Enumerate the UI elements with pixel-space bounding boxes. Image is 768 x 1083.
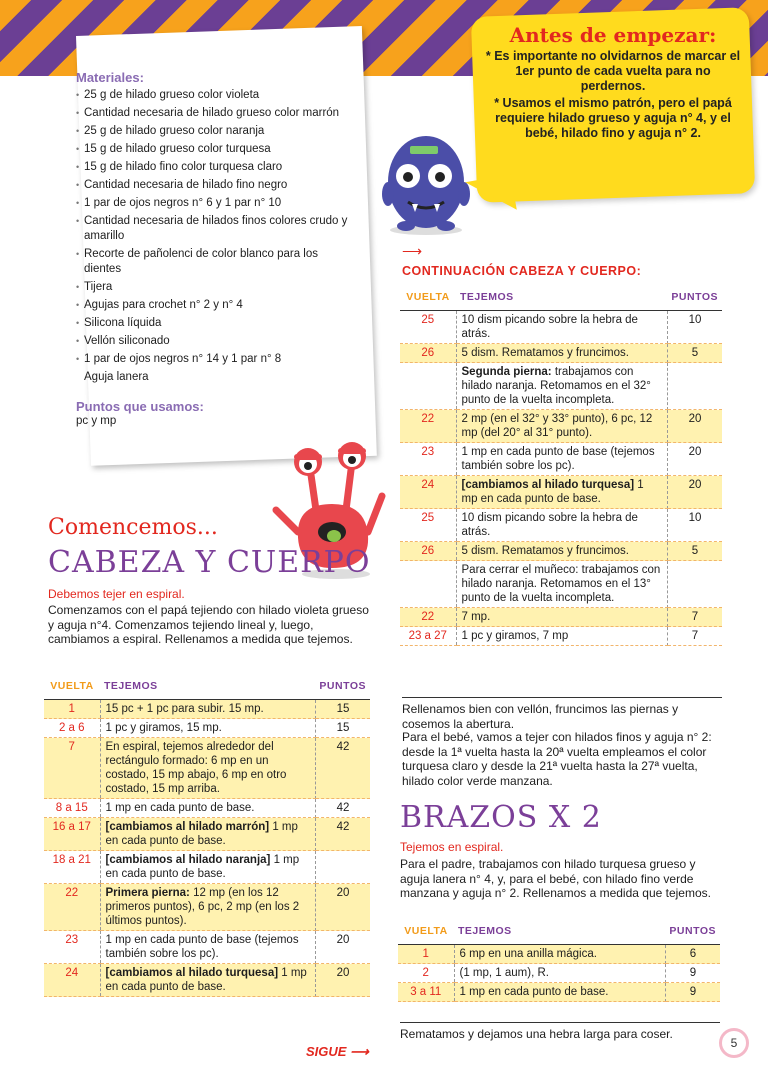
continue-label: SIGUE <box>306 1044 347 1059</box>
table-row <box>400 542 722 561</box>
row-tejemos-text: 5 dism. Rematamos y fruncimos. <box>461 545 629 557</box>
row-tejemos-text: 1 mp en cada punto de base. <box>459 986 609 998</box>
section-title-brazos: BRAZOS X 2 <box>400 800 602 835</box>
row-tejemos <box>456 344 667 363</box>
row-puntos <box>667 561 722 608</box>
row-tejemos-text: 10 dism picando sobre la hebra de atrás. <box>461 512 638 538</box>
table-continuacion <box>400 288 722 646</box>
table-row <box>44 738 370 799</box>
material-item: • Cantidad necesaria de hilados finos colores crudo y amarillo <box>76 214 356 244</box>
arrow-icon: ⟶ <box>402 243 423 259</box>
row-puntos: 42 <box>315 799 370 818</box>
row-tejemos <box>456 509 667 542</box>
row-puntos: 6 <box>665 945 720 964</box>
row-tejemos <box>100 799 315 818</box>
row-tejemos <box>456 542 667 561</box>
row-vuelta: 18 a 21 <box>44 851 100 884</box>
materials-list <box>76 88 356 385</box>
row-tejemos-text: 1 mp en cada punto de base. <box>105 802 255 814</box>
table-row <box>400 363 722 410</box>
row-vuelta: 23 <box>44 931 100 964</box>
table-row <box>400 344 722 363</box>
stuffing-paragraph: Rellenamos bien con vellón, fruncimos las piernas y cosemos la abertura. <box>402 697 722 731</box>
material-item: • 1 par de ojos negros n° 6 y 1 par n° 10 <box>76 196 356 211</box>
table-row <box>400 443 722 476</box>
arms-subtitle: Tejemos en espiral. <box>400 840 504 854</box>
before-note-2: * Usamos el mismo patrón, pero el papá requiere hilado grueso y aguja n° 4, y el bebé, hilado fino y aguja n° 2. <box>494 96 732 140</box>
col-puntos: PUNTOS <box>665 922 720 945</box>
row-vuelta: 25 <box>400 509 456 542</box>
row-puntos: 7 <box>667 627 722 646</box>
intro-heading: Comencemos... <box>48 515 218 540</box>
table-row <box>398 964 720 983</box>
row-tejemos-bold: Primera pierna: <box>105 887 190 899</box>
row-vuelta: 22 <box>44 884 100 931</box>
row-tejemos-text: 1 mp en cada punto de base. <box>105 821 298 847</box>
row-vuelta: 16 a 17 <box>44 818 100 851</box>
material-item: • 15 g de hilado grueso color turquesa <box>76 142 356 157</box>
col-tejemos: TEJEMOS <box>454 922 665 945</box>
row-tejemos <box>100 738 315 799</box>
baby-paragraph: Para el bebé, vamos a tejer con hilados finos y aguja n° 2: desde la 1ª vuelta hasta la 20ª vuelta empleamos el color turquesa claro y desde la 21ª vuelta hasta la 27ª vuelta, hilado color verde manzana. <box>402 730 712 788</box>
material-item-extra: Aguja lanera <box>84 371 149 383</box>
col-puntos: PUNTOS <box>667 288 722 311</box>
before-start-title: Antes de empezar: <box>509 23 717 47</box>
row-vuelta: 2 <box>398 964 454 983</box>
material-item: • Cantidad necesaria de hilado fino negro <box>76 178 356 193</box>
continuation-title: CONTINUACIÓN CABEZA Y CUERPO: <box>402 264 642 278</box>
row-tejemos <box>456 608 667 627</box>
stitches-list: pc y mp <box>76 415 117 427</box>
row-puntos: 20 <box>667 410 722 443</box>
row-tejemos-text: (1 mp, 1 aum), R. <box>459 967 549 979</box>
row-puntos: 10 <box>667 509 722 542</box>
row-puntos: 20 <box>315 964 370 997</box>
section-subtitle: Debemos tejer en espiral. <box>48 587 185 601</box>
row-puntos: 42 <box>315 738 370 799</box>
row-vuelta: 22 <box>400 608 456 627</box>
row-tejemos-bold: Segunda pierna: <box>461 366 552 378</box>
row-puntos <box>667 363 722 410</box>
row-tejemos-text: 6 mp en una anilla mágica. <box>459 948 597 960</box>
row-tejemos-bold: [cambiamos al hilado naranja] <box>105 854 271 866</box>
row-tejemos-bold: [cambiamos al hilado marrón] <box>105 821 270 833</box>
row-tejemos-bold: [cambiamos al hilado turquesa] <box>461 479 635 491</box>
col-tejemos: TEJEMOS <box>456 288 667 311</box>
col-vuelta: VUELTA <box>398 922 454 945</box>
row-tejemos <box>100 851 315 884</box>
material-item: • Tijera <box>76 280 356 295</box>
row-vuelta: 26 <box>400 344 456 363</box>
row-tejemos <box>456 627 667 646</box>
section-title-cabeza: CABEZA Y CUERPO <box>48 545 371 580</box>
row-tejemos-text: 1 mp en cada punto de base (tejemos también sobre los pc). <box>105 934 299 960</box>
row-puntos: 15 <box>315 719 370 738</box>
row-puntos: 5 <box>667 344 722 363</box>
table-row <box>400 608 722 627</box>
row-tejemos-text: 1 mp en cada punto de base. <box>105 967 307 993</box>
row-vuelta: 3 a 11 <box>398 983 454 1002</box>
row-tejemos <box>456 410 667 443</box>
row-vuelta: 7 <box>44 738 100 799</box>
page-number: 5 <box>719 1028 749 1058</box>
table-row <box>400 410 722 443</box>
row-tejemos-bold: [cambiamos al hilado turquesa] <box>105 967 279 979</box>
before-start-text <box>482 23 744 143</box>
col-tejemos: TEJEMOS <box>100 677 315 700</box>
row-tejemos <box>454 964 665 983</box>
arms-paragraph: Para el padre, trabajamos con hilado turquesa grueso y aguja lanera n° 4, y, para el bebé, con hilado fino verde manzana y aguja n° 2. Rellenamos a medida que tejemos. <box>400 857 711 900</box>
row-puntos: 15 <box>315 700 370 719</box>
row-puntos: 9 <box>665 964 720 983</box>
row-vuelta: 23 <box>400 443 456 476</box>
table-row <box>398 983 720 1002</box>
table-row <box>398 945 720 964</box>
before-note-1: * Es importante no olvidarnos de marcar el 1er punto de cada vuelta para no perdernos. <box>485 49 741 93</box>
table-row <box>44 851 370 884</box>
row-puntos <box>315 851 370 884</box>
materials-title: Materiales: <box>76 70 144 85</box>
table-row <box>44 799 370 818</box>
row-vuelta: 8 a 15 <box>44 799 100 818</box>
col-puntos: PUNTOS <box>315 677 370 700</box>
table-brazos <box>398 922 720 1002</box>
table-row <box>400 627 722 646</box>
row-vuelta: 24 <box>44 964 100 997</box>
purple-monster-icon <box>374 124 478 236</box>
row-tejemos-text: 1 mp en cada punto de base (tejemos también sobre los pc). <box>461 446 655 472</box>
row-tejemos-text: 1 pc y giramos, 7 mp <box>461 630 569 642</box>
row-tejemos <box>100 700 315 719</box>
row-vuelta: 23 a 27 <box>400 627 456 646</box>
row-vuelta <box>400 561 456 608</box>
col-vuelta: VUELTA <box>400 288 456 311</box>
row-puntos: 7 <box>667 608 722 627</box>
row-tejemos-text: 1 pc y giramos, 15 mp. <box>105 722 222 734</box>
row-puntos: 20 <box>315 884 370 931</box>
material-item: • 15 g de hilado fino color turquesa claro <box>76 160 356 175</box>
row-tejemos-text: 12 mp (en los 12 primeros puntos), 6 pc, 2 mp (en los 2 últimos puntos). <box>105 887 300 927</box>
table-row <box>44 719 370 738</box>
row-tejemos-text: Para cerrar el muñeco: trabajamos con hilado naranja. Retomamos en el 13° punto de la vuelta incompleta. <box>461 564 661 604</box>
row-tejemos <box>456 476 667 509</box>
table-cabeza <box>44 677 370 997</box>
row-tejemos-text: 2 mp (en el 32° y 33° punto), 6 pc, 12 mp (del 20° al 31° punto). <box>461 413 653 439</box>
row-tejemos <box>100 884 315 931</box>
row-vuelta <box>400 363 456 410</box>
row-tejemos <box>456 311 667 344</box>
material-item: • Cantidad necesaria de hilado grueso color marrón <box>76 106 356 121</box>
row-puntos: 20 <box>315 931 370 964</box>
section-paragraph: Comenzamos con el papá tejiendo con hilado violeta grueso y aguja n°4. Comenzamos tejiendo lineal y, luego, cambiamos a espiral. Rellenamos a medida que tejemos. <box>48 603 369 646</box>
table-row <box>400 476 722 509</box>
row-tejemos-text: 10 dism picando sobre la hebra de atrás. <box>461 314 638 340</box>
row-tejemos-text: 7 mp. <box>461 611 491 623</box>
arms-footer: Rematamos y dejamos una hebra larga para coser. <box>400 1022 720 1042</box>
table-row <box>44 964 370 997</box>
material-item: • Vellón siliconado <box>76 334 356 349</box>
materials-panel <box>76 70 356 429</box>
row-tejemos <box>100 818 315 851</box>
row-tejemos-text: En espiral, tejemos alrededor del rectángulo formado: 6 mp en un costado, 15 mp abajo, 6 mp en otro costado, 15 mp arriba. <box>105 741 287 795</box>
row-tejemos <box>456 443 667 476</box>
row-puntos: 9 <box>665 983 720 1002</box>
row-tejemos <box>100 719 315 738</box>
table-row <box>44 700 370 719</box>
table-row <box>400 561 722 608</box>
row-tejemos-text: 1 mp en cada punto de base. <box>461 479 644 505</box>
continue-link[interactable]: SIGUE ⟶ <box>306 1044 369 1059</box>
material-item: • 25 g de hilado grueso color violeta <box>76 88 356 103</box>
row-tejemos <box>454 983 665 1002</box>
row-puntos: 5 <box>667 542 722 561</box>
row-puntos: 20 <box>667 443 722 476</box>
row-tejemos <box>100 931 315 964</box>
row-tejemos <box>454 945 665 964</box>
row-vuelta: 1 <box>398 945 454 964</box>
row-tejemos <box>456 561 667 608</box>
row-tejemos <box>100 964 315 997</box>
row-tejemos-text: 1 mp en cada punto de base. <box>105 854 300 880</box>
row-puntos: 20 <box>667 476 722 509</box>
material-item: • 25 g de hilado grueso color naranja <box>76 124 356 139</box>
row-tejemos-text: 5 dism. Rematamos y fruncimos. <box>461 347 629 359</box>
material-item: • 1 par de ojos negros n° 14 y 1 par n° 8 <box>76 352 356 367</box>
row-vuelta: 24 <box>400 476 456 509</box>
table-row <box>44 931 370 964</box>
table-row <box>400 311 722 344</box>
row-tejemos-text: 15 pc + 1 pc para subir. 15 mp. <box>105 703 264 715</box>
material-item: • Agujas para crochet n° 2 y n° 4 <box>76 298 356 313</box>
row-tejemos-text: trabajamos con hilado naranja. Retomamos en el 32° punto de la vuelta incompleta. <box>461 366 651 406</box>
table-row <box>44 884 370 931</box>
table-row <box>400 509 722 542</box>
col-vuelta: VUELTA <box>44 677 100 700</box>
stitches-title: Puntos que usamos: <box>76 399 204 414</box>
material-item: • Recorte de pañolenci de color blanco para los dientes <box>76 247 356 277</box>
row-vuelta: 1 <box>44 700 100 719</box>
material-item: • Silicona líquida <box>76 316 356 331</box>
table-row <box>44 818 370 851</box>
row-vuelta: 2 a 6 <box>44 719 100 738</box>
row-vuelta: 26 <box>400 542 456 561</box>
row-puntos: 42 <box>315 818 370 851</box>
row-tejemos <box>456 363 667 410</box>
row-vuelta: 25 <box>400 311 456 344</box>
row-vuelta: 22 <box>400 410 456 443</box>
row-puntos: 10 <box>667 311 722 344</box>
